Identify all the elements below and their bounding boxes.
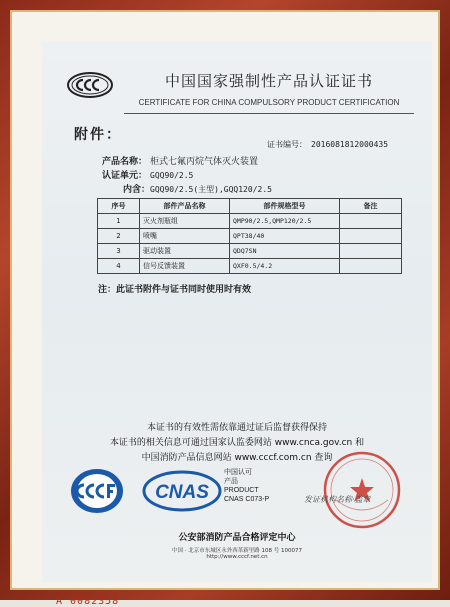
red-seal-stamp bbox=[322, 450, 402, 530]
row-note bbox=[340, 229, 402, 244]
model-label: 认证单元： bbox=[102, 171, 148, 181]
row-part-model: QXF0.5/4.2 bbox=[230, 259, 340, 274]
accreditation-line: CNAS C073-P bbox=[224, 496, 270, 503]
product-name-label: 产品名称： bbox=[102, 157, 148, 167]
row-note bbox=[340, 214, 402, 229]
issuer-signature-text: 发证机构名称·盖章 bbox=[304, 495, 371, 504]
table-header-row bbox=[98, 199, 402, 214]
content-field bbox=[102, 182, 272, 195]
validity-line: 本证书的有效性需依靠通过证后监督获得保持 bbox=[146, 423, 327, 433]
certificate-title-cn: 中国国家强制性产品认证证书 bbox=[164, 72, 373, 90]
row-number: 1 bbox=[98, 214, 140, 229]
accreditation-line: 产品 bbox=[224, 478, 238, 485]
certificate-number bbox=[267, 139, 388, 150]
address-text: 中国 · 北京市东城区永外西革新里路 108 号 100077 bbox=[172, 548, 302, 554]
row-part-name: 驱动装置 bbox=[140, 244, 230, 259]
row-part-name: 灭火剂瓶组 bbox=[140, 214, 230, 229]
cccf-website-line: 中国消防产品信息网站 www.cccf.com.cn 查询 bbox=[141, 453, 333, 463]
ccc-logo-icon bbox=[67, 72, 113, 98]
table-header-cell: 部件产品名称 bbox=[140, 199, 230, 214]
serial-number: A 0082358 bbox=[56, 596, 120, 607]
row-note bbox=[340, 259, 402, 274]
model-value: GQQ90/2.5 bbox=[150, 171, 194, 180]
table-header-cell: 序号 bbox=[98, 199, 140, 214]
row-part-name: 喷嘴 bbox=[140, 229, 230, 244]
table-row bbox=[98, 229, 402, 244]
row-number: 2 bbox=[98, 229, 140, 244]
row-note bbox=[340, 244, 402, 259]
certificate-number-label: 证书编号： bbox=[267, 140, 307, 149]
model-field bbox=[102, 168, 193, 181]
content-label: 内含： bbox=[122, 185, 150, 195]
title-divider bbox=[124, 113, 414, 114]
table-header-cell: 备注 bbox=[340, 199, 402, 214]
table-row bbox=[98, 259, 402, 274]
content-value: GQQ90/2.5(主型),GQQ120/2.5 bbox=[150, 185, 272, 194]
gold-border bbox=[10, 10, 440, 607]
row-part-model: QMP90/2.5,QMP120/2.5 bbox=[230, 214, 340, 229]
row-part-model: QPT38/40 bbox=[230, 229, 340, 244]
accreditation-line: PRODUCT bbox=[224, 487, 259, 494]
row-part-name: 信号反馈装置 bbox=[140, 259, 230, 274]
issuing-organization: 公安部消防产品合格评定中心 bbox=[178, 533, 296, 543]
table-row bbox=[98, 244, 402, 259]
organization-address bbox=[42, 546, 432, 560]
accreditation-text bbox=[224, 468, 269, 504]
annex-label: 附件： bbox=[74, 127, 122, 143]
certificate-title-en: CERTIFICATE FOR CHINA COMPULSORY PRODUCT CERTIFICATION bbox=[138, 98, 400, 107]
table-header-cell: 部件规格型号 bbox=[230, 199, 340, 214]
parts-table bbox=[97, 198, 402, 274]
cnas-logo-text: CNAS bbox=[155, 482, 209, 503]
certificate-number-value: 2016081812000435 bbox=[311, 140, 389, 149]
cccf-logo-icon bbox=[70, 467, 124, 515]
cnas-logo-icon bbox=[142, 470, 222, 512]
cnca-website-line: 本证书的相关信息可通过国家认监委网站 www.cnca.gov.cn 和 bbox=[109, 438, 365, 448]
table-row bbox=[98, 214, 402, 229]
row-number: 3 bbox=[98, 244, 140, 259]
row-part-model: QDQ7SN bbox=[230, 244, 340, 259]
accreditation-line: 中国认可 bbox=[224, 469, 252, 476]
product-name-field bbox=[102, 154, 258, 167]
annex-validity-note: 注：此证书附件与证书同时使用时有效 bbox=[98, 285, 252, 295]
website-text: http://www.cccf.net.cn bbox=[206, 554, 268, 560]
certificate-paper bbox=[42, 42, 432, 607]
product-name-value: 柜式七氟丙烷气体灭火装置 bbox=[150, 157, 259, 167]
row-number: 4 bbox=[98, 259, 140, 274]
